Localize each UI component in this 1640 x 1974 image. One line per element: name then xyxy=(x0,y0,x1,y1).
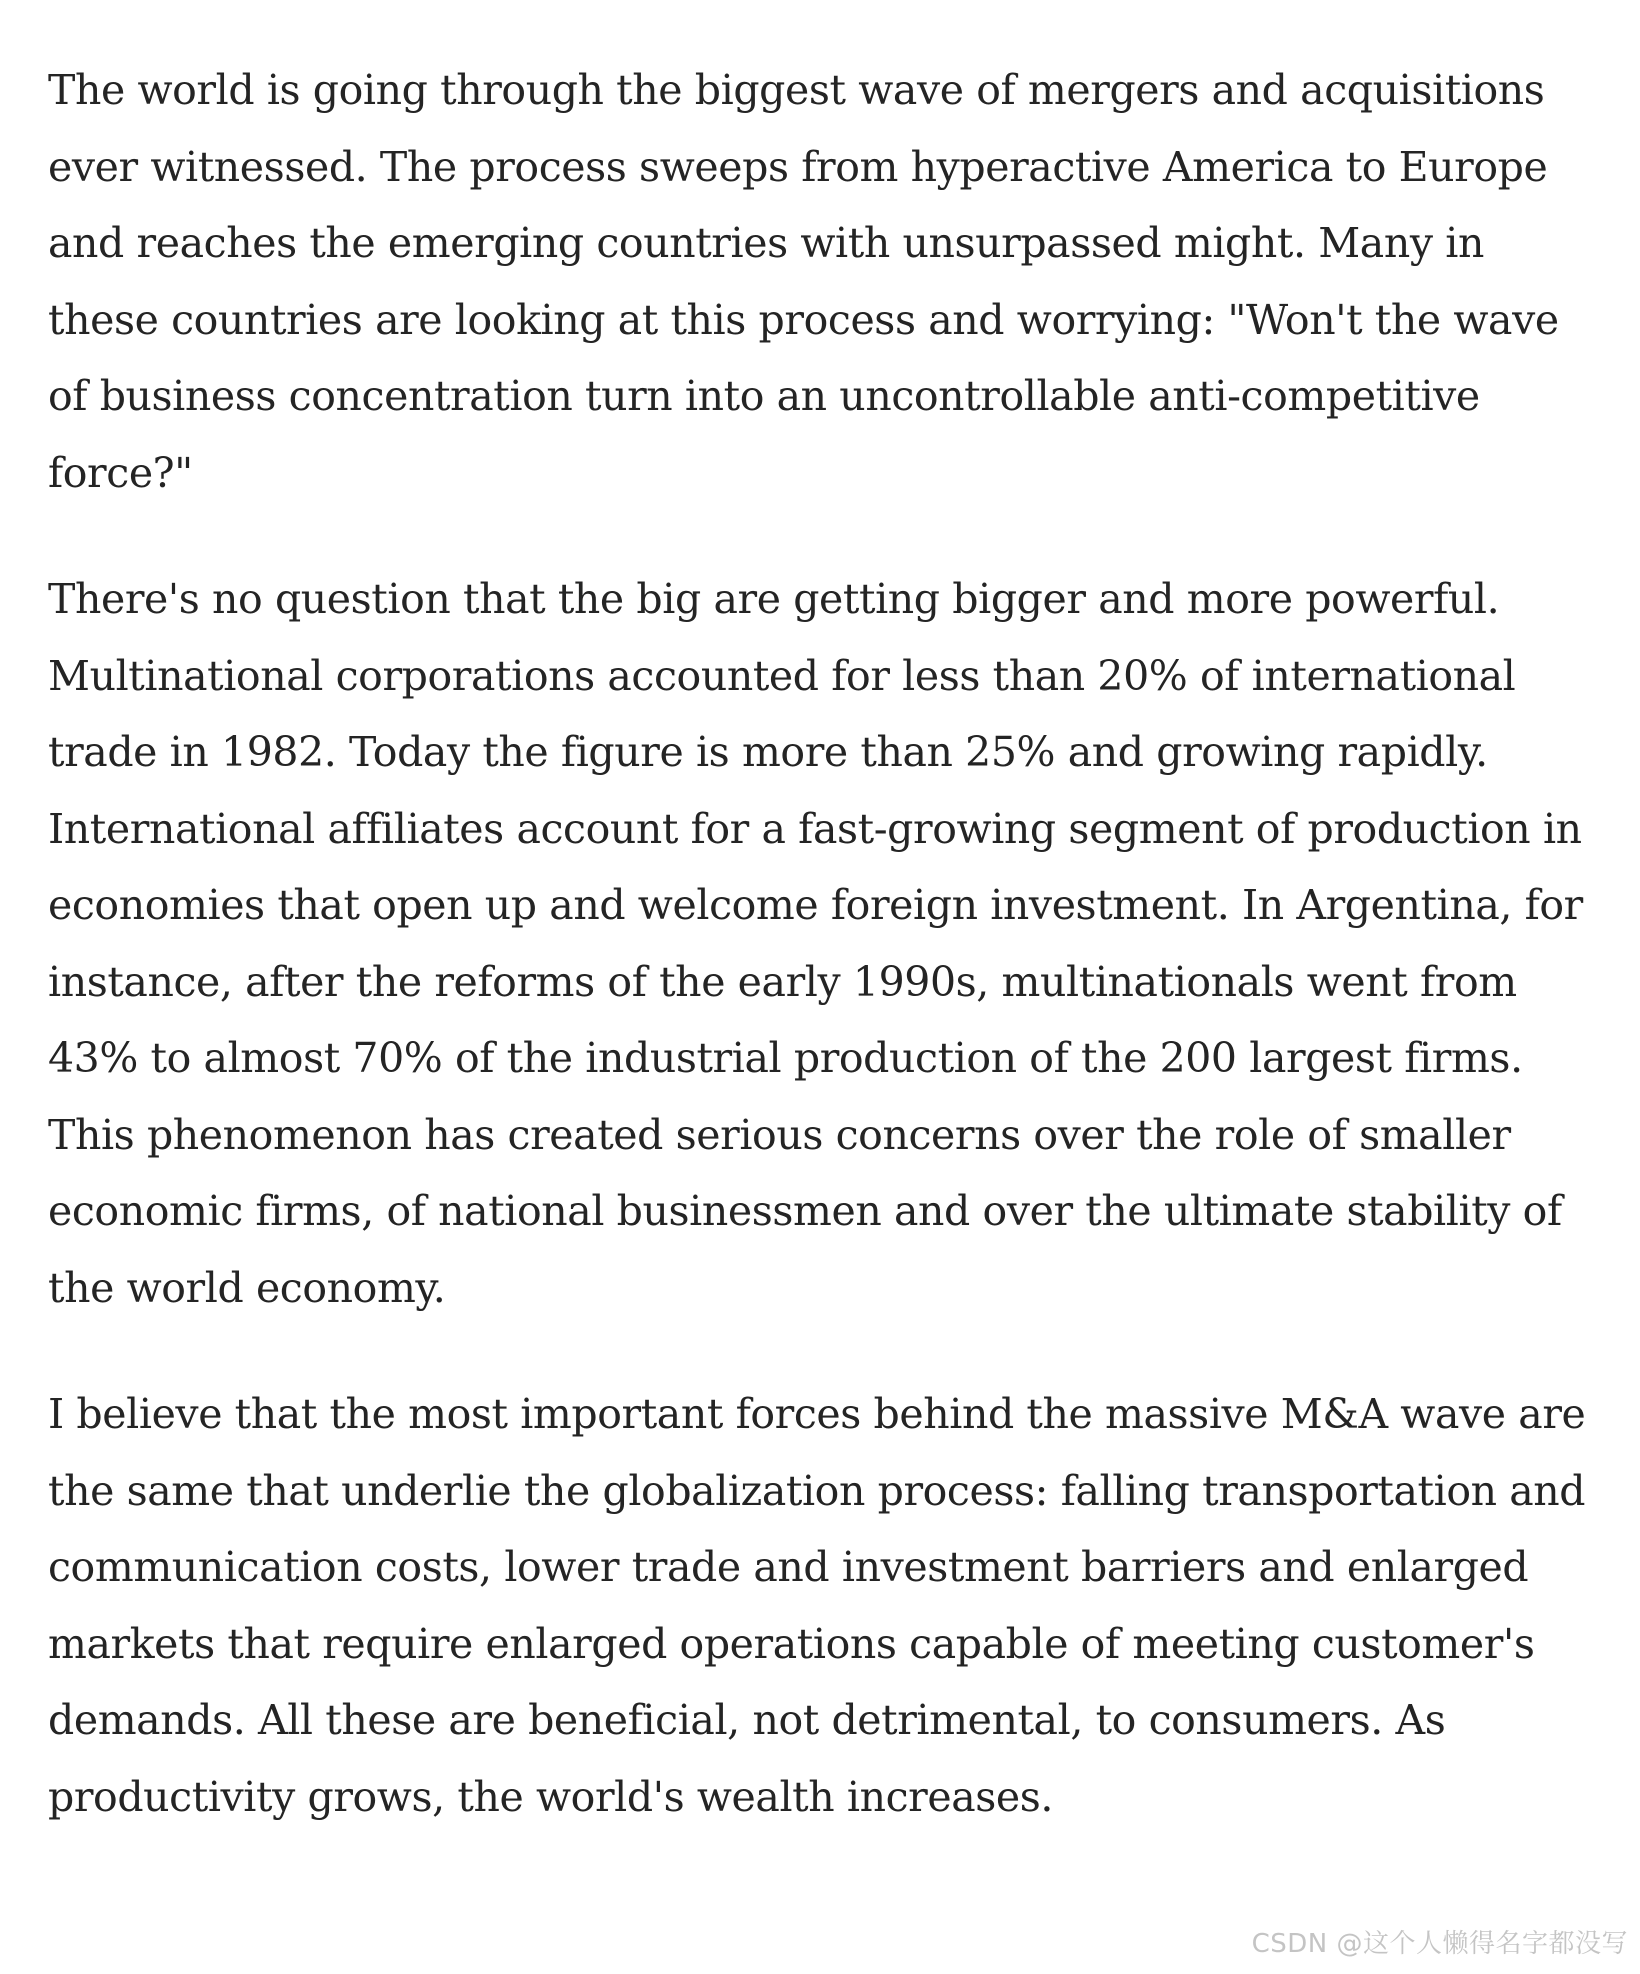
paragraph-multinationals: There's no question that the big are getting bigger and more powerful. Multinational corporations accounted for less than 20% of international trade in 1982. Today the figure is more than 25% and growing rapidly. International affiliates account for a fast-growing segment of production in economies that open up and welcome foreign investment. In Argentina, for instance, after the reforms of the early 1990s, multinationals went from 43% to almost 70% of the industrial production of the 200 largest firms. This phenomenon has created serious concerns over the role of smaller economic firms, of national businessmen and over the ultimate stability of the world economy. xyxy=(48,575,1583,1312)
paragraph-mergers-wave: The world is going through the biggest wave of mergers and acquisitions ever witnessed. The process sweeps from hyperactive America to Europe and reaches the emerging countries with unsurpassed might. Many in these countries are looking at this process and worrying: "Won't the wave of business concentration turn into an uncontrollable anti-competitive force?" xyxy=(48,66,1559,497)
csdn-watermark: CSDN @这个人懒得名字都没写 xyxy=(1251,1929,1628,1959)
article-body xyxy=(48,52,1603,1885)
paragraph-globalization-forces: I believe that the most important forces behind the massive M&A wave are the same that underlie the globalization process: falling transportation and communication costs, lower trade and investment barriers and enlarged markets that require enlarged operations capable of meeting customer's demands. All these are beneficial, not detrimental, to consumers. As productivity grows, the world's wealth increases. xyxy=(48,1390,1586,1821)
